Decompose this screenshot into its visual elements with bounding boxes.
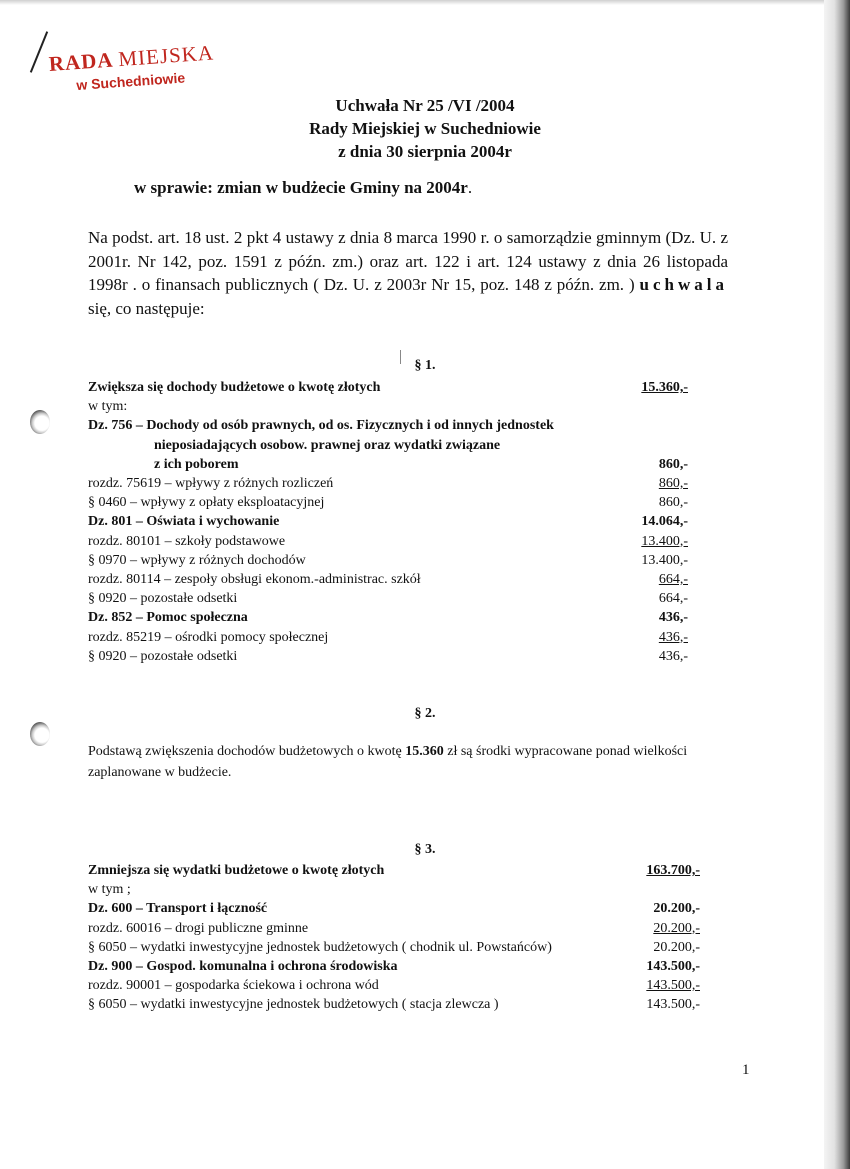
table-row <box>88 493 688 512</box>
table-row <box>88 880 700 899</box>
row-label: § 0460 – wpływy z opłaty eksploatacyjnej <box>88 495 325 511</box>
row-label: Dz. 600 – Transport i łączność <box>88 901 268 917</box>
row-label: rozdz. 90001 – gospodarka ściekowa i ochrona wód <box>88 978 379 994</box>
row-amount: 664,- <box>658 591 688 607</box>
pen-mark <box>30 31 48 73</box>
row-amount: 14.064,- <box>641 514 688 530</box>
table-row <box>88 416 688 435</box>
resolution-date: z dnia 30 sierpnia 2004r <box>338 142 512 161</box>
resolution-subject: w sprawie: zmian w budżecie Gminy na 2004r. <box>134 178 473 197</box>
row-label: Dz. 801 – Oświata i wychowanie <box>88 514 280 530</box>
table-row <box>88 919 700 938</box>
row-label: § 0970 – wpływy z różnych dochodów <box>88 552 306 568</box>
row-label: w tym: <box>88 399 128 415</box>
legal-basis-paragraph: Na podst. art. 18 ust. 2 pkt 4 ustawy z dnia 8 marca 1990 r. o samorządzie gminnym (Dz. U. z 2001r. Nr 142, poz. 1591 z późn. zm.) oraz art. 122 i art. 124 ustawy z dnia 26 listopada 1998r . o finansach publicznych ( Dz. U. z 2003r Nr 15, poz. 148 z późn. zm. ) uchwala się, co następuje: <box>88 228 728 318</box>
resolution-number: Uchwała Nr 25 /VI /2004 <box>335 96 515 115</box>
row-label: Dz. 756 – Dochody od osób prawnych, od os. Fizycznych i od innych jednostek <box>88 418 554 434</box>
table-row <box>88 532 688 551</box>
row-label: § 0920 – pozostałe odsetki <box>88 591 238 607</box>
row-amount: 163.700,- <box>646 863 700 878</box>
table-row <box>88 861 700 880</box>
row-label: rozdz. 75619 – wpływy z różnych rozliczeń <box>88 476 334 491</box>
table-row <box>88 647 688 666</box>
table-row <box>88 976 700 995</box>
row-label: § 6050 – wydatki inwestycyjne jednostek budżetowych ( chodnik ul. Powstańców) <box>88 939 552 955</box>
scan-right-edge <box>824 0 850 1169</box>
row-amount: 143.500,- <box>646 978 700 994</box>
row-amount: 436,- <box>658 648 688 664</box>
table-row <box>88 570 688 589</box>
table-row <box>88 899 700 918</box>
row-amount: 15.360,- <box>641 380 688 395</box>
scan-top-edge <box>0 0 850 5</box>
table-row <box>88 436 688 455</box>
row-label: rozdz. 60016 – drogi publiczne gminne <box>88 920 309 936</box>
row-label: Dz. 852 – Pomoc społeczna <box>88 610 248 626</box>
row-amount: 436,- <box>658 610 688 626</box>
row-amount: 664,- <box>658 572 688 587</box>
row-label: Dz. 900 – Gospod. komunalna i ochrona środowiska <box>88 959 398 974</box>
table-row <box>88 628 688 647</box>
stamp-line1: RADA MIEJSKA <box>48 40 215 76</box>
row-amount: 13.400,- <box>641 533 688 549</box>
row-label: rozdz. 80101 – szkoły podstawowe <box>88 533 286 549</box>
row-label: § 6050 – wydatki inwestycyjne jednostek budżetowych ( stacja zlewcza ) <box>88 997 499 1013</box>
row-amount: 20.200,- <box>653 920 700 936</box>
resolution-body: Rady Miejskiej w Suchedniowie <box>309 119 541 138</box>
table-row <box>88 378 688 397</box>
table-row <box>88 551 688 570</box>
row-amount: 860,- <box>658 456 688 472</box>
row-label: rozdz. 85219 – ośrodki pomocy społecznej <box>88 629 329 645</box>
table-row <box>88 512 688 531</box>
row-amount: 436,- <box>658 629 688 645</box>
table-row <box>88 957 700 976</box>
table-row <box>88 397 688 416</box>
section-2-paragraph: Podstawą zwiększenia dochodów budżetowych o kwotę 15.360 zł są środki wypracowane ponad wielkości zaplanowane w budżecie. <box>88 744 688 780</box>
row-label: w tym ; <box>88 882 131 898</box>
row-amount: 860,- <box>658 476 688 491</box>
stamp-line2: w Suchedniowie <box>75 69 186 94</box>
table-row <box>88 608 688 627</box>
row-amount: 860,- <box>658 495 688 511</box>
table-row <box>88 589 688 608</box>
punch-hole <box>30 410 50 434</box>
table-row <box>88 455 688 474</box>
row-amount: 143.500,- <box>646 997 700 1013</box>
row-label: Zwiększa się dochody budżetowe o kwotę złotych <box>88 380 381 395</box>
table-row <box>88 938 700 957</box>
table-row <box>88 474 688 493</box>
council-stamp <box>48 40 216 94</box>
row-label: rozdz. 80114 – zespoły obsługi ekonom.-administrac. szkół <box>88 572 421 587</box>
page-number: 1 <box>742 1062 750 1078</box>
section-1-heading: § 1. <box>414 358 436 373</box>
punch-hole <box>30 722 50 746</box>
row-amount: 143.500,- <box>646 959 700 974</box>
row-label: z ich poborem <box>154 456 239 472</box>
row-amount: 20.200,- <box>653 939 700 955</box>
row-amount: 20.200,- <box>653 901 700 917</box>
row-label: § 0920 – pozostałe odsetki <box>88 648 238 664</box>
table-row <box>88 995 700 1014</box>
section-3-heading: § 3. <box>414 842 436 857</box>
row-label: Zmniejsza się wydatki budżetowe o kwotę złotych <box>88 863 385 878</box>
row-amount: 13.400,- <box>641 552 688 568</box>
section-2-heading: § 2. <box>414 706 436 721</box>
row-label: nieposiadających osobow. prawnej oraz wydatki związane <box>154 437 501 453</box>
